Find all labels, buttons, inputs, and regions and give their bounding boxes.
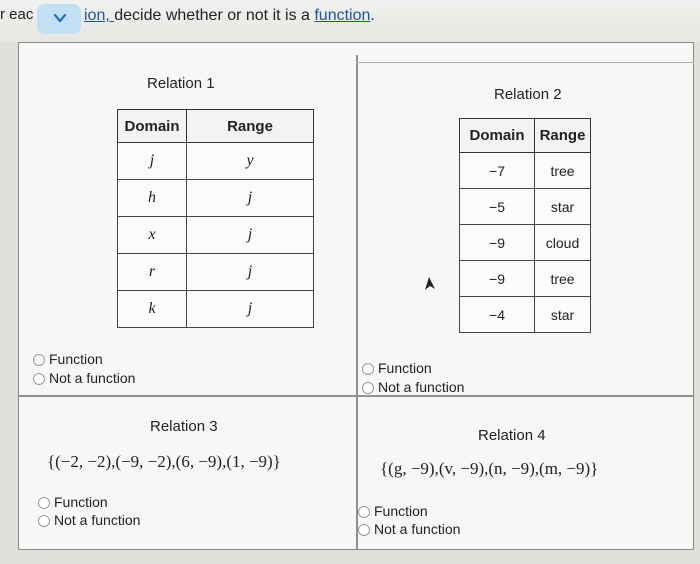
radio-button[interactable] — [33, 373, 45, 385]
table-row — [118, 180, 314, 217]
instruction-body: decide whether or not it is a — [114, 7, 315, 24]
relation-2-title: Relation 2 — [494, 86, 562, 103]
radio-button[interactable] — [38, 515, 50, 527]
range-cell: star — [535, 297, 591, 333]
radio-button[interactable] — [358, 524, 370, 536]
relation-1-table — [117, 109, 314, 328]
domain-cell: −9 — [460, 261, 535, 297]
option-label: Not a function — [54, 512, 141, 528]
table-row — [118, 254, 314, 291]
instruction-period: . — [370, 7, 375, 24]
domain-cell: x — [118, 217, 187, 254]
mouse-cursor-icon — [423, 277, 435, 291]
relation-3-set: {(−2, −2),(−9, −2),(6, −9),(1, −9)} — [47, 452, 281, 471]
radio-button[interactable] — [358, 506, 370, 518]
relation-4-not-function-option[interactable] — [358, 521, 460, 537]
table-row — [118, 143, 314, 180]
domain-header: Domain — [460, 119, 535, 153]
top-bar — [0, 0, 700, 42]
domain-cell: j — [118, 143, 187, 180]
option-label: Function — [374, 503, 428, 519]
relation-2-table — [459, 118, 591, 333]
range-cell: star — [535, 189, 591, 225]
range-cell: y — [187, 143, 314, 180]
domain-cell: h — [118, 180, 187, 217]
range-header: Range — [535, 119, 591, 153]
option-label: Not a function — [378, 379, 465, 395]
range-cell: tree — [535, 261, 591, 297]
chevron-down-icon — [54, 14, 66, 23]
relation-2-function-option[interactable] — [362, 360, 432, 376]
truncated-instruction-text: r eac — [0, 6, 34, 23]
radio-button[interactable] — [33, 354, 45, 366]
range-cell: j — [187, 217, 314, 254]
option-label: Function — [49, 351, 103, 367]
range-cell: tree — [535, 153, 591, 189]
relation-2-not-function-option[interactable] — [362, 379, 464, 395]
relation-4-title: Relation 4 — [478, 427, 546, 444]
table-row — [118, 291, 314, 328]
instruction-link-fragment[interactable]: ion, — [84, 7, 115, 24]
radio-button[interactable] — [362, 382, 374, 394]
option-label: Function — [378, 360, 432, 376]
table-row — [118, 217, 314, 254]
instruction-text — [84, 7, 375, 25]
table-row — [460, 189, 591, 225]
relation-1-not-function-option[interactable] — [33, 370, 135, 386]
domain-cell: −5 — [460, 189, 535, 225]
relation-4-function-option[interactable] — [358, 503, 428, 519]
domain-cell: −9 — [460, 225, 535, 261]
radio-button[interactable] — [362, 363, 374, 375]
range-header: Range — [187, 110, 314, 143]
vertical-divider — [356, 55, 358, 550]
option-label: Function — [54, 494, 108, 510]
range-cell: j — [187, 254, 314, 291]
domain-cell: r — [118, 254, 187, 291]
right-top-divider — [356, 62, 694, 63]
domain-header: Domain — [118, 110, 187, 143]
radio-button[interactable] — [38, 497, 50, 509]
dropdown-button[interactable] — [37, 4, 81, 34]
table-row — [460, 261, 591, 297]
table-row — [460, 225, 591, 261]
horizontal-divider — [18, 395, 694, 397]
table-row — [460, 297, 591, 333]
domain-cell: k — [118, 291, 187, 328]
range-cell: cloud — [535, 225, 591, 261]
option-label: Not a function — [374, 521, 461, 537]
table-row — [460, 153, 591, 189]
range-cell: j — [187, 180, 314, 217]
range-cell: j — [187, 291, 314, 328]
relation-3-title: Relation 3 — [150, 418, 218, 435]
relation-1-title: Relation 1 — [147, 75, 215, 92]
option-label: Not a function — [49, 370, 136, 386]
relation-4-set: {(g, −9),(v, −9),(n, −9),(m, −9)} — [380, 459, 599, 478]
domain-cell: −4 — [460, 297, 535, 333]
relation-1-function-option[interactable] — [33, 351, 103, 367]
function-link[interactable]: function — [314, 7, 371, 24]
relation-3-function-option[interactable] — [38, 494, 108, 510]
domain-cell: −7 — [460, 153, 535, 189]
relation-3-not-function-option[interactable] — [38, 512, 140, 528]
